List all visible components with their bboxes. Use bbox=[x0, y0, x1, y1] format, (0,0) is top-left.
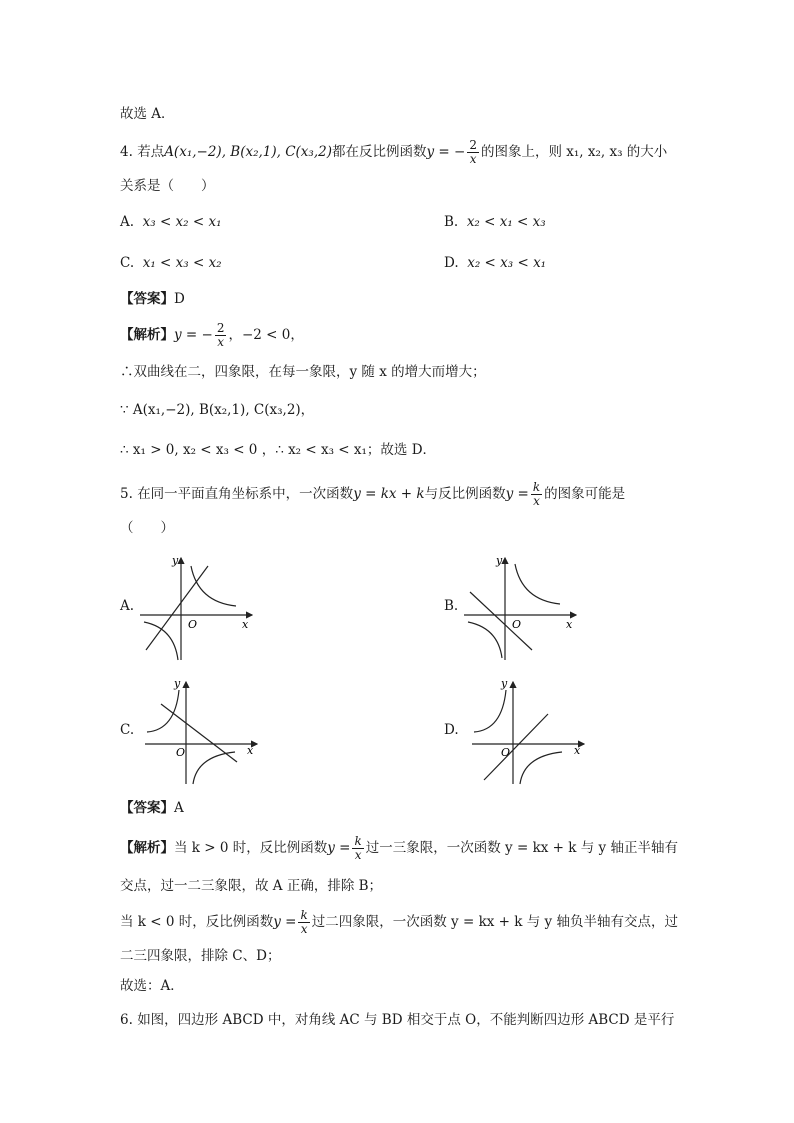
q5-graph-d-x-axis-label: x bbox=[574, 744, 581, 757]
q6-stem: 6. 如图，四边形 ABCD 中，对角线 AC 与 BD 相交于点 O，不能判断四边形 ABCD 是平行 bbox=[120, 1012, 675, 1028]
q4-stem-start: 若点 bbox=[137, 144, 165, 160]
q5-graph-b-y-axis-label: y bbox=[496, 554, 503, 567]
q4-stem-mid: 都在反比例函数 bbox=[331, 144, 427, 160]
q5-graph-d bbox=[468, 676, 598, 786]
q5-graph-c bbox=[141, 676, 271, 786]
q5-analysis-2-line2: 二三四象限，排除 C、D； bbox=[120, 948, 281, 964]
q4-option-a: A. x₃ < x₂ < x₁ bbox=[120, 214, 222, 230]
q4-analysis-line3: ∴ x₁ > 0, x₂ < x₃ < 0 ，∴ x₂ < x₃ < x₁；故选 D． bbox=[120, 442, 437, 458]
q5-analysis-1: 【解析】当 k > 0 时，反比例函数y = $\frac{k}{x}$ 过一三象限，一次函数 y = kx + k 与 y 轴正半轴有 bbox=[120, 834, 678, 862]
q5-graph-b-origin-label: O bbox=[512, 618, 522, 631]
q5-graph-c-origin-label: O bbox=[176, 746, 186, 759]
q5-analysis-fraction-2: $\frac{k}{x}$ bbox=[300, 908, 308, 936]
q5-graph-d-origin-label: O bbox=[501, 746, 511, 759]
q5-graph-b-label: B. bbox=[444, 598, 459, 614]
q5-answer: 【答案】A bbox=[120, 800, 184, 816]
q4-option-b: B. x₂ < x₁ < x₃ bbox=[444, 214, 546, 230]
q5-graph-c-y-axis-label: y bbox=[174, 677, 181, 690]
q5-stem: 5. 在同一平面直角坐标系中，一次函数y = kx + k与反比例函数y = $\frac{k}{x}$ 的图象可能是 bbox=[120, 480, 626, 508]
prev-conclusion: 故选 A． bbox=[120, 106, 175, 122]
q4-number: 4. bbox=[120, 144, 133, 160]
q5-graph-c-label: C. bbox=[120, 722, 135, 738]
q5-graph-b-x-axis-label: x bbox=[566, 618, 573, 631]
q5-graph-d-label: D. bbox=[444, 722, 459, 738]
q4-func-y: y = − bbox=[426, 144, 466, 160]
q5-graph-c-x-axis-label: x bbox=[247, 744, 254, 757]
q4-points: A(x₁,−2), B(x₂,1), C(x₃,2) bbox=[164, 144, 332, 160]
q5-analysis-2: 当 k < 0 时，反比例函数y = $\frac{k}{x}$ 过二四象限，一次函数 y = kx + k 与 y 轴负半轴有交点，过 bbox=[120, 908, 678, 936]
q5-stem-line2: （ ） bbox=[120, 520, 174, 536]
q5-graph-b bbox=[460, 552, 590, 662]
q4-option-c: C. x₁ < x₃ < x₂ bbox=[120, 255, 222, 271]
q5-graph-d-y-axis-label: y bbox=[501, 677, 508, 690]
q5-graph-a-origin-label: O bbox=[188, 618, 198, 631]
q5-conclusion: 故选：A． bbox=[120, 978, 184, 994]
q4-stem-line2: 关系是（ ） bbox=[120, 178, 215, 194]
q4-answer: 【答案】D bbox=[120, 291, 185, 307]
q4-stem bbox=[120, 139, 667, 166]
q5-graph-a-x-axis-label: x bbox=[242, 618, 249, 631]
q5-analysis-1-line2: 交点，过一二三象限，故 A 正确，排除 B； bbox=[120, 878, 383, 894]
q4-option-d: D. x₂ < x₃ < x₁ bbox=[444, 255, 547, 271]
q4-analysis-line1: ∴双曲线在二，四象限，在每一象限，y 随 x 的增大而增大； bbox=[120, 364, 486, 380]
q5-fraction: $\frac{k}{x}$ bbox=[532, 480, 541, 508]
q4-analysis-fraction: $\frac{2}{x}$ bbox=[216, 321, 225, 349]
q4-analysis-line2: ∵ A(x₁,−2), B(x₂,1), C(x₃,2)， bbox=[120, 402, 315, 418]
q5-graph-a-label: A. bbox=[120, 598, 135, 614]
q4-stem-end: 的图象上，则 x₁, x₂, x₃ 的大小 bbox=[480, 144, 668, 160]
q5-analysis-fraction-1: $\frac{k}{x}$ bbox=[354, 834, 362, 862]
q5-graph-a bbox=[136, 552, 266, 662]
q4-analysis: 【解析】y = − $\frac{2}{x}$ ，−2 < 0， bbox=[120, 321, 304, 349]
q5-graph-a-y-axis-label: y bbox=[172, 554, 179, 567]
q4-fraction: $\frac{2}{x}$ bbox=[469, 138, 477, 166]
